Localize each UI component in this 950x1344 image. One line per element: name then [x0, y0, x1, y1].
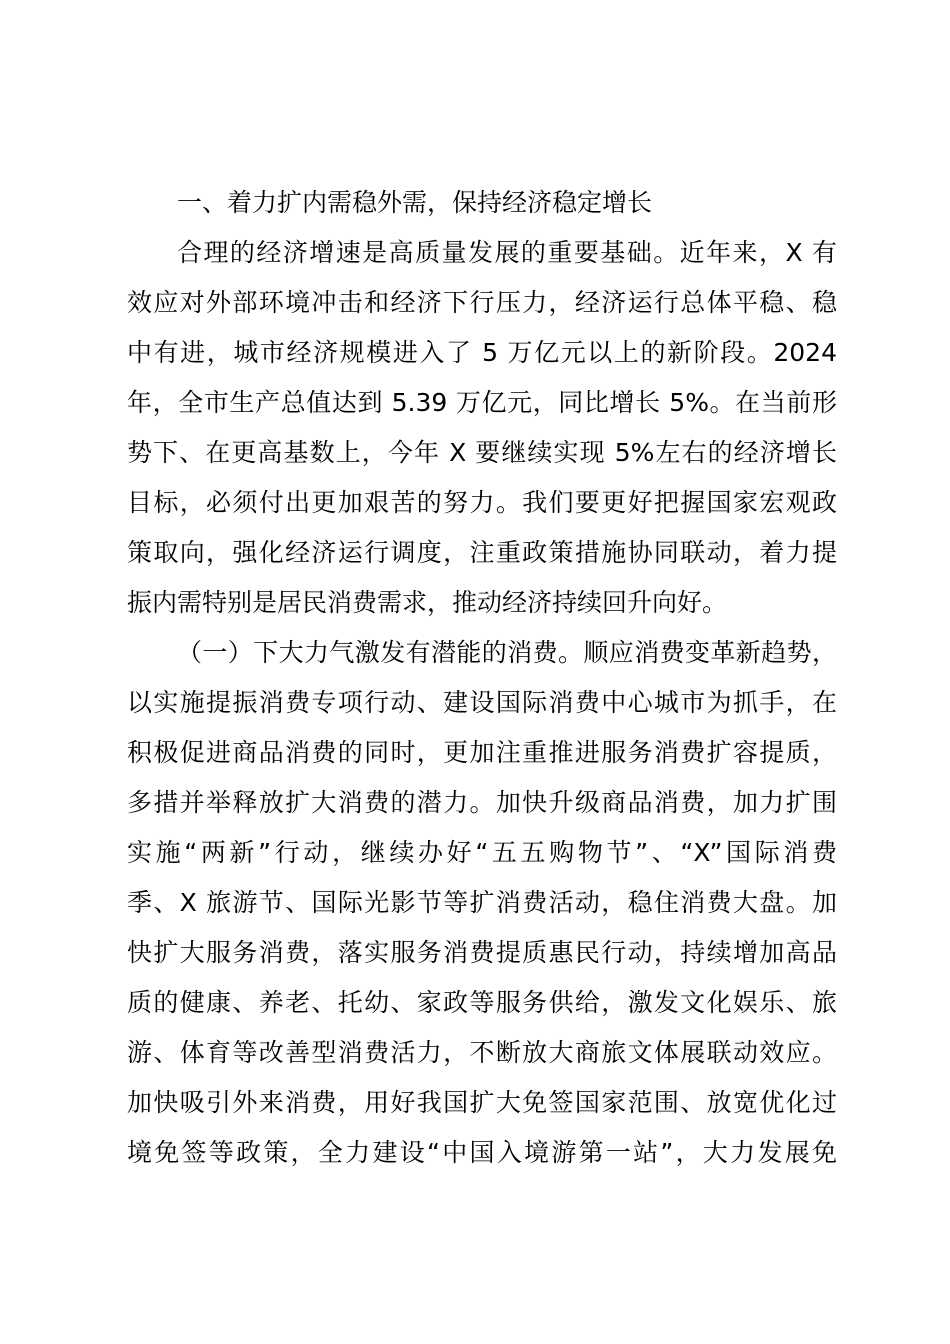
paragraph-2-line-4: 多措并举释放扩大消费的潜力。加快升级商品消费，加力扩围	[127, 788, 837, 817]
section-heading: 一、着力扩内需稳外需，保持经济稳定增长	[177, 188, 653, 217]
paragraph-1-line-7: 策取向，强化经济运行调度，注重政策措施协同联动，着力提	[127, 538, 837, 567]
paragraph-1-line-1: 合理的经济增速是高质量发展的重要基础。近年来，X 有	[177, 238, 837, 267]
paragraph-2-line-8: 质的健康、养老、托幼、家政等服务供给，激发文化娱乐、旅	[127, 988, 837, 1017]
paragraph-2-line-10: 加快吸引外来消费，用好我国扩大免签国家范围、放宽优化过	[127, 1088, 837, 1117]
paragraph-2-line-11: 境免签等政策，全力建设“中国入境游第一站”，大力发展免	[127, 1138, 837, 1167]
paragraph-2-line-7: 快扩大服务消费，落实服务消费提质惠民行动，持续增加高品	[127, 938, 837, 967]
paragraph-2-line-1: （一）下大力气激发有潜能的消费。顺应消费变革新趋势，	[177, 638, 837, 667]
document-body	[127, 178, 837, 1178]
paragraph-2-line-3: 积极促进商品消费的同时，更加注重推进服务消费扩容提质，	[127, 738, 837, 767]
paragraph-2-line-2: 以实施提振消费专项行动、建设国际消费中心城市为抓手，在	[127, 688, 837, 717]
paragraph-1-line-4: 年，全市生产总值达到 5.39 万亿元，同比增长 5%。在当前形	[127, 388, 837, 417]
paragraph-1-line-3: 中有进，城市经济规模进入了 5 万亿元以上的新阶段。2024	[127, 338, 837, 367]
paragraph-2-line-5: 实施“两新”行动，继续办好“五五购物节”、“X”国际消费	[127, 838, 837, 867]
paragraph-1-line-2: 效应对外部环境冲击和经济下行压力，经济运行总体平稳、稳	[127, 288, 837, 317]
paragraph-1-line-8: 振内需特别是居民消费需求，推动经济持续回升向好。	[127, 588, 728, 617]
paragraph-2-line-6: 季、X 旅游节、国际光影节等扩消费活动，稳住消费大盘。加	[127, 888, 837, 917]
paragraph-2-line-9: 游、体育等改善型消费活力，不断放大商旅文体展联动效应。	[127, 1038, 837, 1067]
paragraph-1-line-5: 势下、在更高基数上，今年 X 要继续实现 5%左右的经济增长	[127, 438, 837, 467]
paragraph-1-line-6: 目标，必须付出更加艰苦的努力。我们要更好把握国家宏观政	[127, 488, 837, 517]
